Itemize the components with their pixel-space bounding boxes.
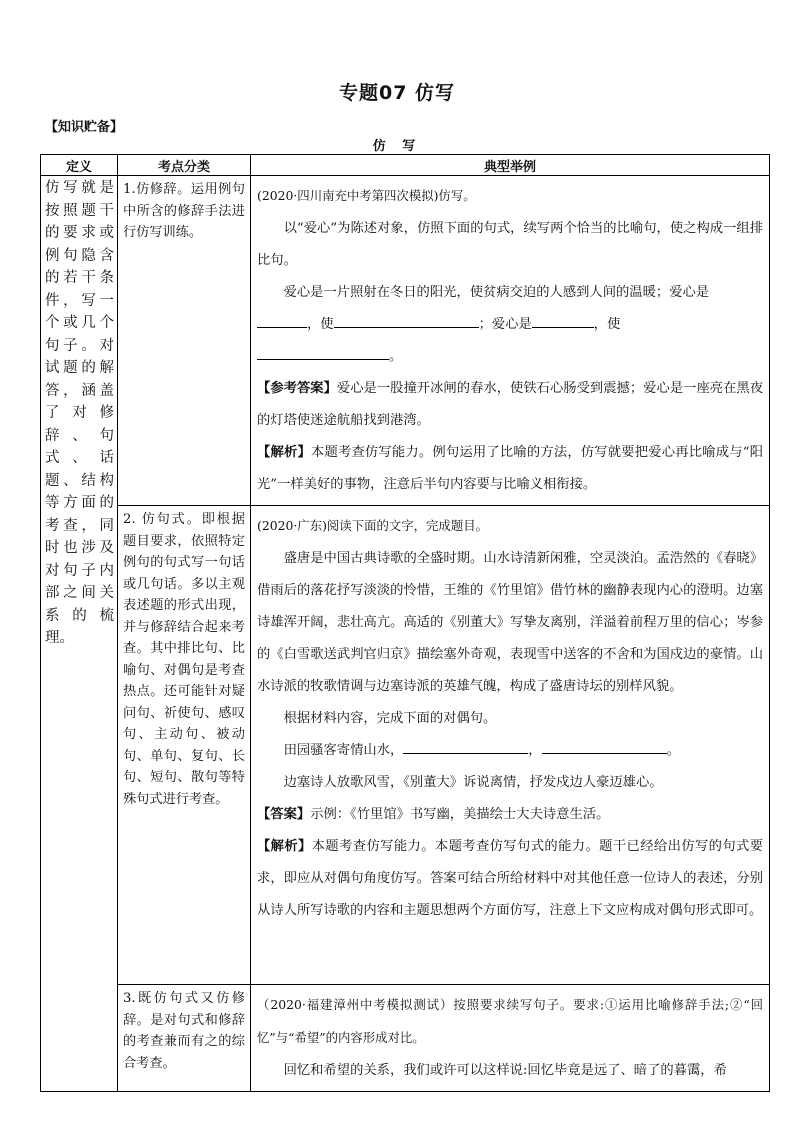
category-cell: 2. 仿句式。即根据题目要求，依照特定例句的句式写一句话或几句话。多以主观表述题的形式出现，并与修辞结合起来考查。其中排比句、比喻句、对偶句是考查热点。还可能针对疑问句、祈使句、感叹句、主动句、被动句、单句、复句、长句、短句、散句等特殊句式进行考查。	[118, 506, 251, 985]
analysis-paragraph: 【解析】本题考查仿写能力。本题考查仿写句式的能力。题干已经给出仿写的句式要求，即应从对偶句角度仿写。答案可结合所给材料中对其他任意一位诗人的表述，分别从诗人所写诗歌的内容和主题思想两个方面仿写，注意上下文应构成对偶句形式即可。	[257, 839, 764, 918]
category-cell: 1.仿修辞。运用例句中所含的修辞手法进行仿写训练。	[118, 176, 251, 506]
answer-paragraph: 【参考答案】爱心是一股撞开冰闸的春水，使铁石心肠受到震撼；爱心是一座亮在黑夜的灯塔使迷途航船找到港湾。	[257, 381, 764, 428]
table-caption: 仿 写	[372, 139, 422, 154]
example-instruction: 根据材料内容，完成下面的对偶句。	[283, 711, 497, 726]
example-passage: 回忆和希望的关系，我们或许可以这样说:回忆毕竟是远了、暗了的暮霭，希	[283, 1063, 727, 1078]
table-row	[41, 176, 770, 506]
example-cell	[251, 176, 770, 506]
knowledge-table	[40, 154, 770, 1092]
example-source: (2020·广东)阅读下面的文字，完成题目。	[257, 518, 488, 533]
header-category: 考点分类	[118, 155, 251, 176]
blank	[542, 738, 667, 754]
example-passage: 盛唐是中国古典诗歌的全盛时期。山水诗清新闲雅，空灵淡泊。孟浩然的《春晓》借雨后的落花抒写淡淡的怜惜，王维的《竹里馆》借竹林的幽静表现内心的澄明。边塞诗雄浑开阔，悲壮高亢。高适的《别董大》写挚友离别，洋溢着前程万里的信心；岑参的《白雪歌送武判官归京》描绘塞外奇观，表现雪中送客的不舍和为国戍边的豪情。山水诗派的牧歌情调与边塞诗派的英雄气魄，构成了盛唐诗坛的别样风貌。	[257, 551, 763, 694]
header-definition: 定义	[41, 155, 118, 176]
blank	[532, 312, 594, 328]
example-cell	[251, 985, 770, 1092]
table-header-row	[41, 155, 770, 176]
example-prompt: 以“爱心”为陈述对象，仿照下面的句式，续写两个恰当的比喻句，使之构成一组排比句。	[257, 221, 763, 268]
blank	[257, 312, 307, 328]
couplet-line: 田园骚客寄情山水， ， 。	[257, 735, 763, 767]
analysis-paragraph: 【解析】本题考查仿写能力。例句运用了比喻的方法，仿写就要把爱心再比喻成与“阳光”一样美好的事物，注意后半句内容要与比喻义相衔接。	[257, 445, 764, 492]
table-row	[41, 985, 770, 1092]
fill-blank-line: ，使 ；爱心是 ，使	[257, 309, 763, 341]
example-source: (2020·四川南充中考第四次模拟)仿写。	[257, 188, 476, 203]
blank	[403, 738, 528, 754]
example-sentence: 爱心是一片照射在冬日的阳光，使贫病交迫的人感到人间的温暖；爱心是	[283, 285, 710, 300]
answer-paragraph: 【答案】示例：《竹里馆》书写幽，美描绘士大夫诗意生活。	[257, 807, 610, 822]
couplet-line: 边塞诗人放歌风雪，《别董大》诉说离情，抒发戍边人豪迈雄心。	[283, 775, 663, 790]
section-label: 【知识贮备】	[45, 120, 124, 135]
example-source: （2020·福建漳州中考模拟测试）按照要求续写句子。要求:①运用比喻修辞手法;②“回忆”与“希望”的内容形成对比。	[257, 997, 763, 1045]
blank	[257, 344, 389, 360]
example-cell	[251, 506, 770, 985]
fill-blank-line: 。	[257, 341, 763, 373]
definition-cell: 仿写就是按照题干的要求或例句隐含的若干条件，写一个或几个句子。对试题的解答，涵盖了对修辞、句式、话题、结构等方面的考查，同时也涉及对句子内部之间关系的梳理。	[41, 176, 118, 1092]
page-title: 专题07 仿写	[338, 82, 456, 104]
table-row	[41, 506, 770, 985]
header-examples: 典型举例	[251, 155, 770, 176]
blank	[334, 312, 479, 328]
category-cell: 3.既仿句式又仿修辞。是对句式和修辞的考查兼而有之的综合考查。	[118, 985, 251, 1092]
